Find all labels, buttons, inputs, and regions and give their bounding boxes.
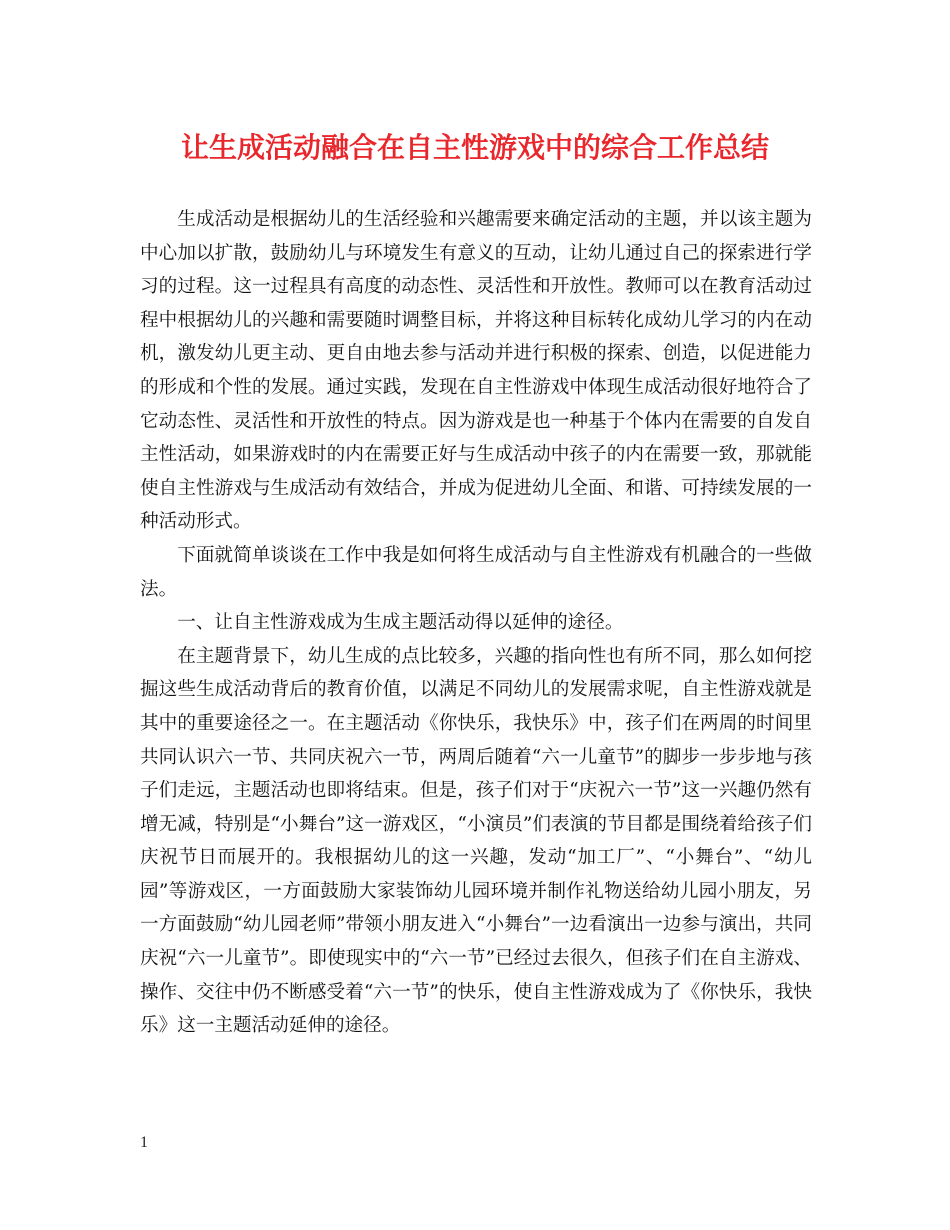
document-body [140,203,812,1043]
paragraph-intro: 生成活动是根据幼儿的生活经验和兴趣需要来确定活动的主题，并以该主题为中心加以扩散，鼓励幼儿与环境发生有意义的互动，让幼儿通过自己的探索进行学习的过程。这一过程具有高度的动态性、灵活性和开放性。教师可以在教育活动过程中根据幼儿的兴趣和需要随时调整目标，并将这种目标转化成幼儿学习的内在动机，激发幼儿更主动、更自由地去参与活动并进行积极的探索、创造，以促进能力的形成和个性的发展。通过实践，发现在自主性游戏中体现生成活动很好地符合了它动态性、灵活性和开放性的特点。因为游戏是也一种基于个体内在需要的自发自主性活动，如果游戏时的内在需要正好与生成活动中孩子的内在需要一致，那就能使自主性游戏与生成活动有效结合，并成为促进幼儿全面、和谐、可持续发展的一种活动形式。 [140,209,812,533]
paragraph-transition: 下面就简单谈谈在工作中我是如何将生成活动与自主性游戏有机融合的一些做法。 [140,544,812,600]
paragraph-section-1: 在主题背景下，幼儿生成的点比较多，兴趣的指向性也有所不同，那么如何挖掘这些生成活动背后的教育价值，以满足不同幼儿的发展需求呢，自主性游戏就是其中的重要途径之一。在主题活动《你快乐，我快乐》中，孩子们在两周的时间里共同认识六一节、共同庆祝六一节，两周后随着“六一儿童节”的脚步一步步地与孩子们走远，主题活动也即将结束。但是，孩子们对于“庆祝六一节”这一兴趣仍然有增无减，特别是“小舞台”这一游戏区，“小演员”们表演的节目都是围绕着给孩子们庆祝节日而展开的。我根据幼儿的这一兴趣，发动“加工厂”、“小舞台”、“幼儿园”等游戏区，一方面鼓励大家装饰幼儿园环境并制作礼物送给幼儿园小朋友，另一方面鼓励“幼儿园老师”带领小朋友进入“小舞台”一边看演出一边参与演出，共同庆祝“六一儿童节”。即使现实中的“六一节”已经过去很久，但孩子们在自主游戏、操作、交往中仍不断感受着“六一节”的快乐，使自主性游戏成为了《你快乐，我快乐》这一主题活动延伸的途径。 [140,645,812,1037]
document-title: 让生成活动融合在自主性游戏中的综合工作总结 [180,131,769,164]
page-number: 1 [140,1134,148,1151]
section-heading-1: 一、让自主性游戏成为生成主题活动得以延伸的途径。 [177,612,624,634]
